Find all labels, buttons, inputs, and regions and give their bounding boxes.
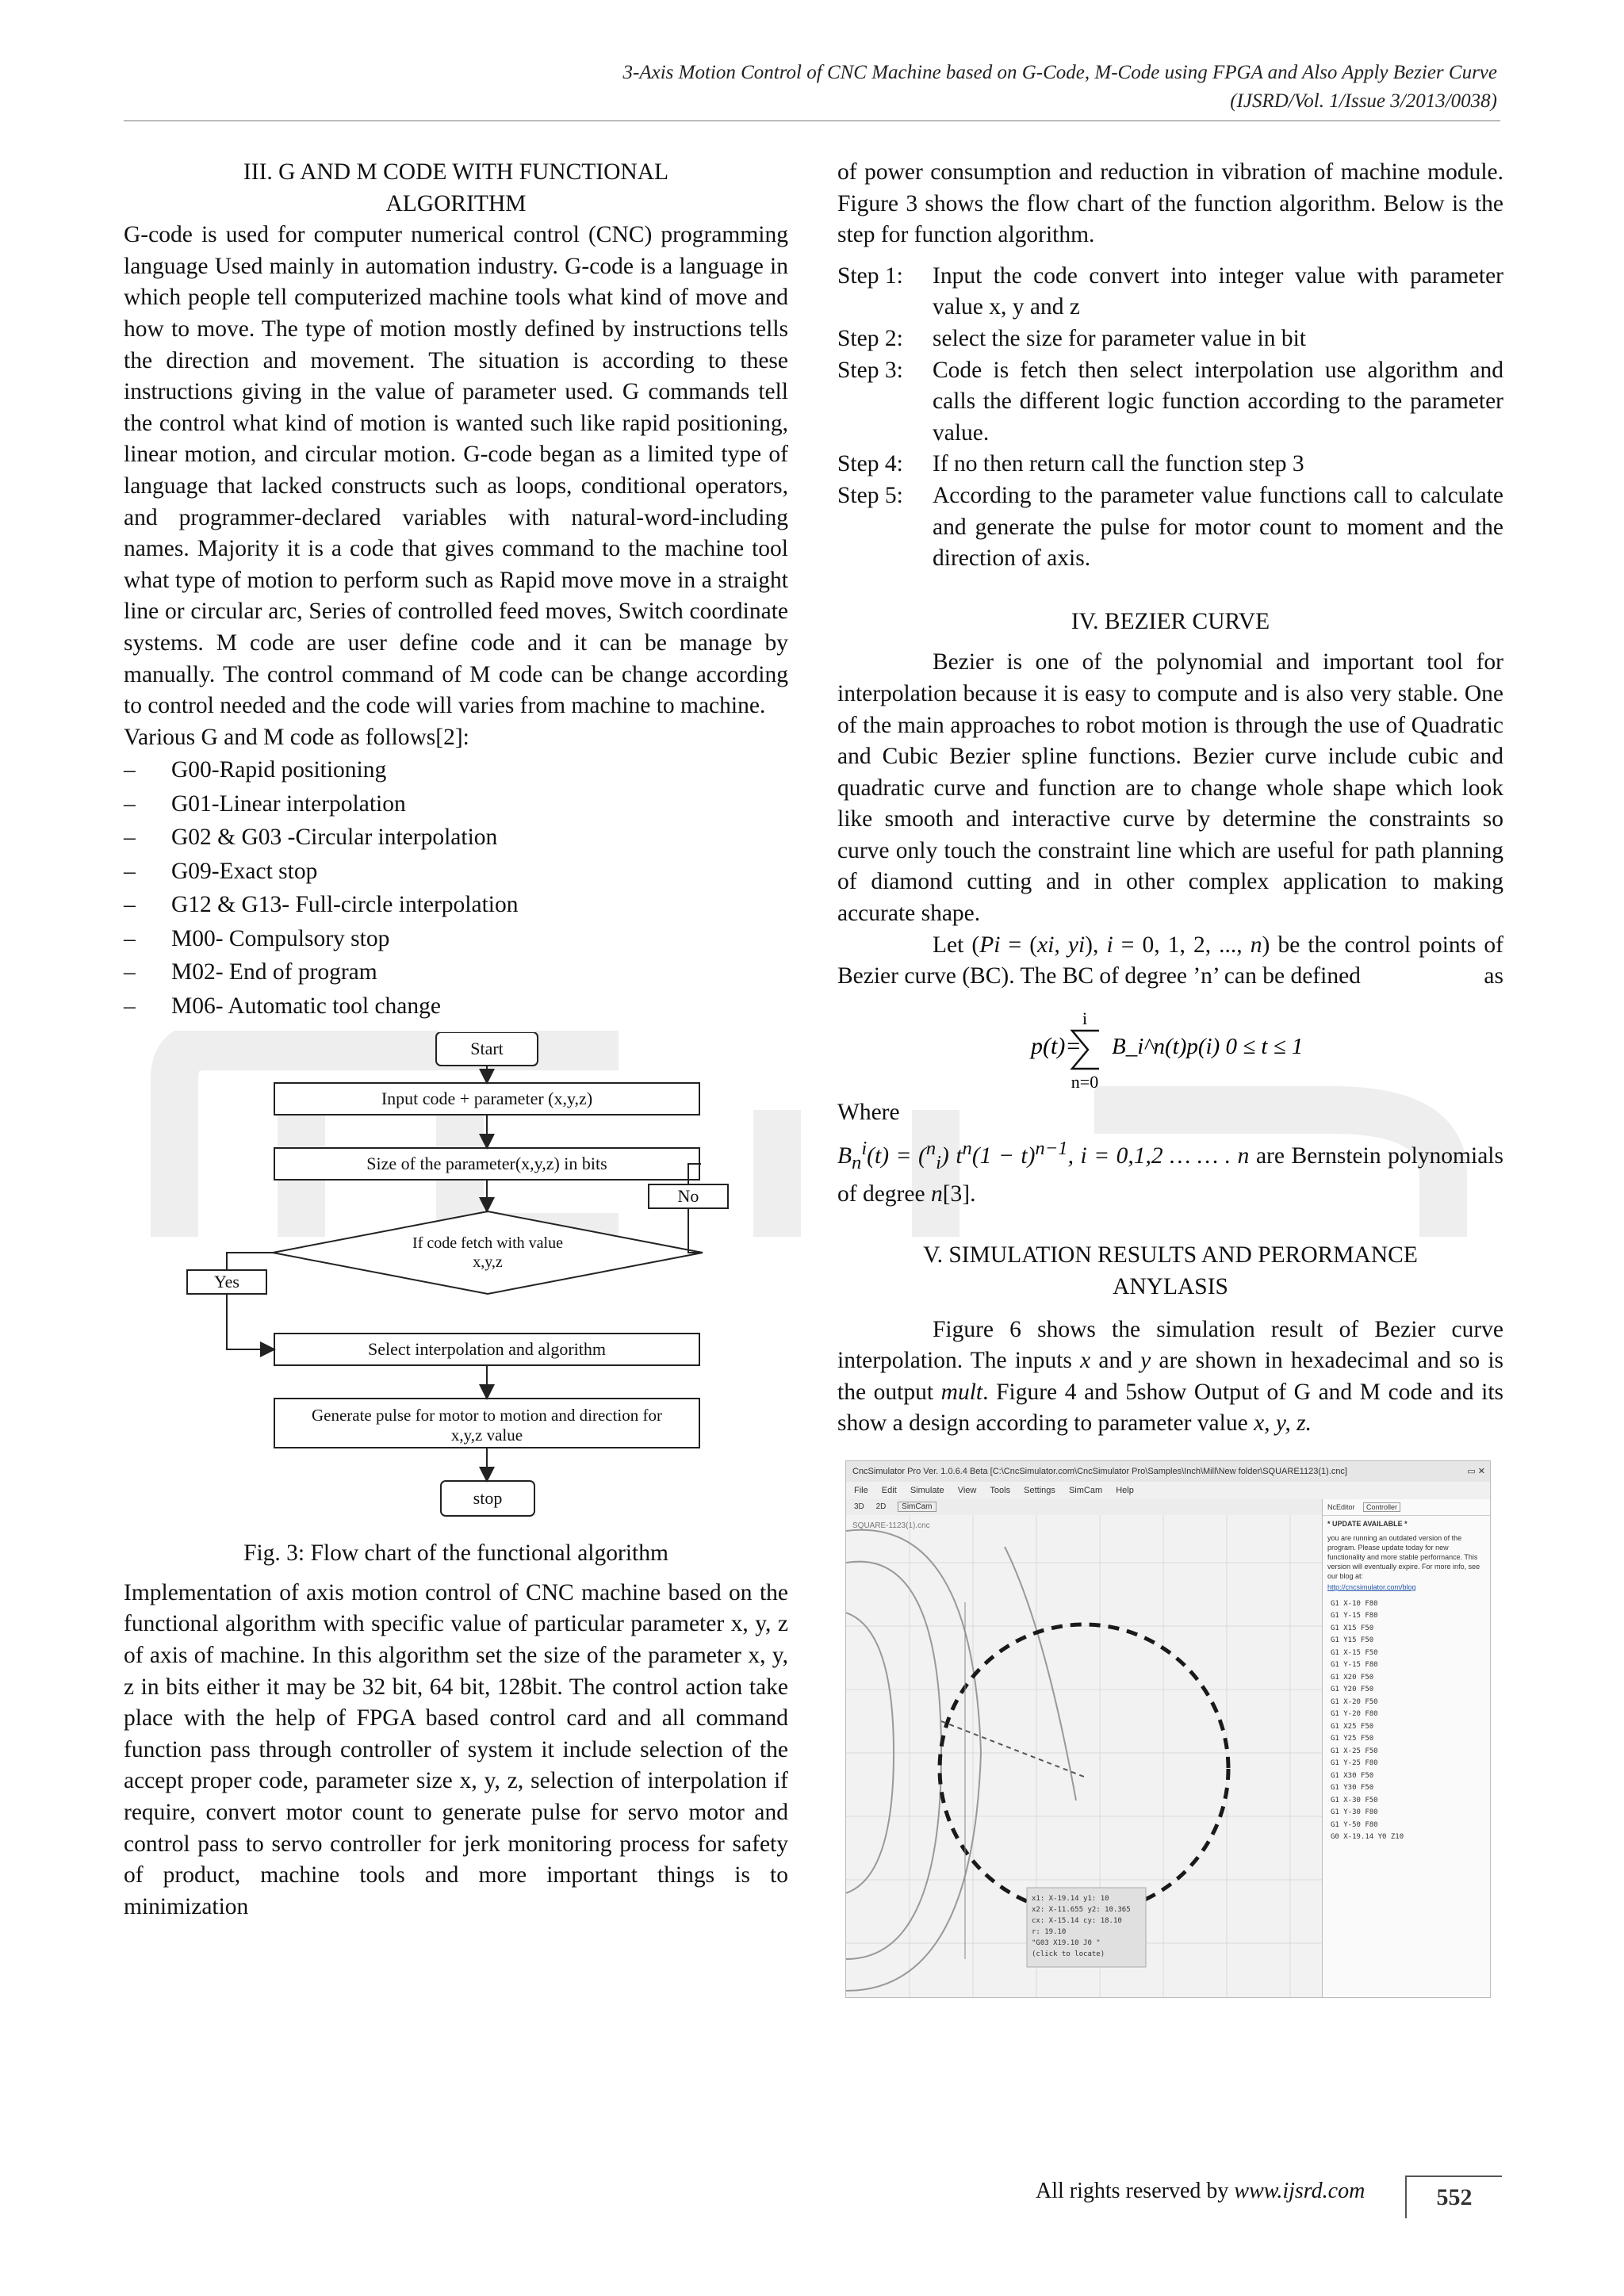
step-label: Step 3: <box>837 357 903 383</box>
algorithm-steps <box>837 261 1503 575</box>
bezier-equation <box>837 1002 1503 1091</box>
list-bullet: – <box>124 858 136 884</box>
code-line[interactable]: G1 X-30 F50 <box>1331 1796 1378 1804</box>
code-line[interactable]: G1 Y20 F50 <box>1331 1686 1374 1694</box>
flowchart-figure <box>132 1032 734 1527</box>
sim-canvas[interactable] <box>846 1515 1322 1997</box>
bernstein-formula: $B_n^i(t) = (^n_i) t^n(1 - t)^{n-1}$, i = 0,1,2 … … . n <box>837 1138 1250 1174</box>
list-bullet: – <box>124 925 136 951</box>
sim-side-panel <box>1322 1499 1491 1997</box>
sim-titlebar <box>846 1461 1490 1482</box>
step-item <box>837 355 1503 450</box>
code-line[interactable]: G0 X-19.14 Y0 Z10 <box>1331 1833 1404 1842</box>
list-item: – M06- Automatic tool change <box>124 989 788 1024</box>
step-text: According to the parameter value functions call to calculate and generate the pulse for motor count to moment and the direction of axis. <box>933 482 1503 572</box>
list-item: – G12 & G13- Full-circle interpolation <box>124 888 788 922</box>
code-line[interactable]: G1 Y-25 F80 <box>1331 1759 1378 1768</box>
code-line[interactable]: G1 Y-30 F80 <box>1331 1808 1378 1817</box>
code-line[interactable]: G1 X20 F50 <box>1331 1673 1374 1682</box>
list-item: – G00-Rapid positioning <box>124 753 788 787</box>
left-column <box>124 157 788 1923</box>
code-line[interactable]: G1 Y-50 F80 <box>1331 1820 1378 1829</box>
footer-site-link[interactable]: www.ijsrd.com <box>1234 2179 1365 2203</box>
list-item: – M02- End of program <box>124 955 788 989</box>
tab-simcam[interactable]: SimCam <box>898 1502 936 1512</box>
code-line[interactable]: G1 Y-20 F80 <box>1331 1710 1378 1719</box>
tab-controller[interactable]: Controller <box>1363 1502 1400 1512</box>
code-line[interactable]: G1 X-25 F50 <box>1331 1747 1378 1755</box>
flow-yes-label: Yes <box>213 1272 240 1292</box>
menu-item[interactable]: Simulate <box>910 1485 944 1495</box>
flow-decision <box>273 1211 703 1294</box>
nc-code-list <box>1323 1595 1491 1847</box>
menu-item[interactable]: File <box>854 1485 868 1495</box>
bernstein-definition: $B_n^i(t) = (^n_i) t^n(1 - t)^{n-1}$, i = 0,1,2 … … . n are Bernstein polynomials of degree n[3]. <box>837 1138 1503 1207</box>
step-item <box>837 480 1503 575</box>
code-line[interactable]: G1 Y15 F50 <box>1331 1636 1374 1645</box>
code-line[interactable]: G1 Y25 F50 <box>1331 1735 1374 1743</box>
flow-decision-label-2: x,y,z <box>473 1253 503 1272</box>
code-line[interactable]: G1 X-15 F50 <box>1331 1648 1378 1657</box>
sum-lower-limit: n=0 <box>1071 1071 1099 1091</box>
side-tabs <box>1323 1499 1491 1516</box>
flow-generate-label-2: x,y,z value <box>450 1425 523 1445</box>
list-bullet: – <box>124 892 136 918</box>
step-label: Step 2: <box>837 325 903 351</box>
code-list <box>124 753 788 1023</box>
section-3-paragraph-1: G-code is used for computer numerical control (CNC) programming language Used mainly in automation industry. G-code is a language in which people tell computerized machine tools what kind of move and how to move. The type of motion mostly defined by instructions tells the direction and movement. The situation is according to these instructions giving in the value of parameter used. G commands tell the control what kind of motion is wanted such like rapid positioning, linear motion, and circular motion. G-code began as a limited type of language that lacked constructs such as loops, conditional operators, and programmer-declared variables with natural-word-including names. Majority it is a code that gives command to the machine tool what type of motion to perform such as Rapid move move in a straight line or circular arc, Series of controlled feed moves, Switch coordinate systems. M code are user define code and it can be manage by manually. The control command of M code can be change according to control needed and the code will varies from machine to machine. <box>124 222 788 719</box>
flow-select-label: Select interpolation and algorithm <box>368 1339 606 1360</box>
codes-intro: Various G and M code as follows[2]: <box>124 724 469 750</box>
step-text: If no then return call the function step 3 <box>933 451 1304 477</box>
sim-window-controls[interactable]: ▭ ✕ <box>1467 1466 1485 1476</box>
sim-file-label: SQUARE-1123(1).cnc <box>852 1521 930 1530</box>
code-line[interactable]: G1 X25 F50 <box>1331 1722 1374 1731</box>
footer-rights: All rights reserved by www.ijsrd.com <box>1036 2179 1365 2203</box>
list-bullet: – <box>124 993 136 1019</box>
section-4-heading: IV. BEZIER CURVE <box>1071 608 1270 634</box>
equation-rhs: B_i^n(t)p(i) 0 ≤ t ≤ 1 <box>1112 1033 1304 1059</box>
flow-input-label: Input code + parameter (x,y,z) <box>381 1089 593 1109</box>
section-3-paragraph-2: Implementation of axis motion control of CNC machine based on the functional algorithm with specific value of particular parameter x, y, z of axis of machine. In this algorithm set the size of the parameter x, y, z in bits either it may be 32 bit, 64 bit, 128bit. The control action take place with the help of FPGA based control card and all command function pass through controller of system it include selection of the accept proper code, parameter size x, y, z, selection of interpolation if require, convert motor count to generate pulse for servo motor and control pass to servo controller for jerk monitoring process for safety of product, machine tools and more important things is to minimization <box>124 1579 788 1919</box>
page-number: 552 <box>1405 2175 1502 2218</box>
tooltip-line: (click to locate) <box>1032 1950 1105 1958</box>
flow-size-label: Size of the parameter(x,y,z) in bits <box>366 1154 607 1174</box>
tooltip-line: cx: X-15.14 cy: 18.10 <box>1032 1916 1122 1925</box>
list-bullet: – <box>124 757 136 783</box>
section-3-heading-line1: III. G AND M CODE WITH FUNCTIONAL <box>243 159 669 185</box>
header-citation: (IJSRD/Vol. 1/Issue 3/2013/0038) <box>1230 90 1497 112</box>
tab-2d[interactable]: 2D <box>875 1502 887 1511</box>
menu-item[interactable]: Edit <box>881 1485 897 1495</box>
list-item: – G09-Exact stop <box>124 855 788 889</box>
code-line[interactable]: G1 X-20 F50 <box>1331 1697 1378 1706</box>
figure-3-caption: Fig. 3: Flow chart of the functional algorithm <box>243 1540 668 1567</box>
flow-stop-label: stop <box>473 1488 503 1509</box>
update-title: * UPDATE AVAILABLE * <box>1327 1519 1408 1528</box>
update-link[interactable]: http://cncsimulator.com/blog <box>1327 1582 1416 1591</box>
sim-menubar <box>846 1482 1490 1499</box>
step-text: select the size for parameter value in bit <box>933 325 1306 351</box>
section-3-heading-line2: ALGORITHM <box>385 190 527 216</box>
tab-nceditor[interactable]: NcEditor <box>1327 1502 1355 1511</box>
menu-item[interactable]: Settings <box>1024 1485 1055 1495</box>
list-bullet: – <box>124 825 136 851</box>
flow-no-label: No <box>677 1186 699 1207</box>
step-label: Step 1: <box>837 262 903 289</box>
list-bullet: – <box>124 959 136 985</box>
menu-item[interactable]: Tools <box>990 1485 1011 1495</box>
step-label: Step 5: <box>837 482 903 508</box>
list-bullet: – <box>124 790 136 817</box>
menu-item[interactable]: SimCam <box>1068 1485 1103 1495</box>
section-5-paragraph: Figure 6 shows the simulation result of Bezier curve interpolation. The inputs x and y are shown in hexadecimal and so is the output mult. Figure 4 and 5show Output of G and M code and its show a design according to parameter value x, y, z. <box>837 1316 1504 1437</box>
code-line[interactable]: G1 X-10 F80 <box>1331 1599 1378 1608</box>
update-notice <box>1323 1516 1491 1595</box>
where-label: Where <box>837 1099 900 1125</box>
sim-title: CncSimulator Pro Ver. 1.0.6.4 Beta [C:\CncSimulator.com\CncSimulator Pro\Samples\Inch\Mill\New folder\SQUARE1123(1).cnc] <box>852 1466 1347 1476</box>
step-label: Step 4: <box>837 451 903 477</box>
tooltip-line: "G03 X19.10 J0 " <box>1032 1938 1101 1947</box>
section-5-heading-line1: V. SIMULATION RESULTS AND PERORMANCE <box>923 1242 1418 1269</box>
list-item: – M00- Compulsory stop <box>124 922 788 956</box>
code-line[interactable]: G1 Y-15 F80 <box>1331 1612 1378 1621</box>
simulator-screenshot <box>845 1460 1491 1998</box>
running-header <box>623 59 1497 116</box>
flow-decision-label-1: If code fetch with value <box>412 1234 563 1253</box>
step-text: Input the code convert into integer value with parameter value x, y and z <box>933 262 1503 320</box>
header-title: 3-Axis Motion Control of CNC Machine based on G-Code, M-Code using FPGA and Also Apply Bezier Curve <box>622 62 1497 83</box>
section-4-paragraph-2: Let (Pi = (xi, yi), i = 0, 1, 2, ..., n) be the control points of Bezier curve (BC). The BC of degree ’n’ can be defined as <box>837 932 1503 989</box>
section-5-heading-line2: ANYLASIS <box>1113 1273 1228 1299</box>
menu-item[interactable]: View <box>957 1485 977 1495</box>
tab-3d[interactable]: 3D <box>854 1502 864 1511</box>
flow-generate-label-1: Generate pulse for motor to motion and direction for <box>311 1406 663 1425</box>
code-line[interactable]: G1 X15 F50 <box>1331 1624 1374 1632</box>
section-4-paragraph-1: Bezier is one of the polynomial and important tool for interpolation because it is easy to compute and is also very stable. One of the main approaches to robot motion is through the use of Quadratic and Cubic Bezier spline functions. Bezier curve include cubic and quadratic curve and function are to change whole shape which look like smooth and interactive curve by determine the constraints so curve only touch the constraint line which are useful for path planning of diamond cutting and in other complex application to making accurate shape. <box>837 649 1503 927</box>
sim-tabs <box>846 1499 1322 1515</box>
sum-upper-limit: i <box>1082 1008 1088 1028</box>
tooltip-line: r: 19.10 <box>1032 1927 1067 1936</box>
right-column <box>837 157 1503 1998</box>
code-line[interactable]: G1 Y30 F50 <box>1331 1784 1374 1793</box>
step-item <box>837 261 1503 323</box>
step-item <box>837 323 1503 355</box>
code-line[interactable]: G1 X30 F50 <box>1331 1771 1374 1780</box>
tooltip-line: x2: X-11.655 y2: 10.365 <box>1032 1905 1131 1914</box>
menu-item[interactable]: Help <box>1116 1485 1134 1495</box>
update-text: you are running an outdated version of the program. Please update today for new functionality and more stable performance. This version will eventually expire. For more info, see our blog at: <box>1327 1533 1480 1580</box>
list-item: – G01-Linear interpolation <box>124 787 788 821</box>
list-item: – G02 & G03 -Circular interpolation <box>124 821 788 855</box>
flow-start-label: Start <box>470 1039 504 1059</box>
step-item <box>837 449 1503 480</box>
step-text: Code is fetch then select interpolation use algorithm and calls the different logic function according to the parameter value. <box>933 357 1503 446</box>
tooltip-line: x1: X-19.14 y1: 10 <box>1032 1894 1109 1903</box>
section-3-paragraph-3: of power consumption and reduction in vibration of machine module. Figure 3 shows the flow chart of the function algorithm. Below is the step for function algorithm. <box>837 159 1503 248</box>
equation-lhs: p(t)= <box>1031 1032 1082 1059</box>
code-line[interactable]: G1 Y-15 F80 <box>1331 1661 1378 1670</box>
